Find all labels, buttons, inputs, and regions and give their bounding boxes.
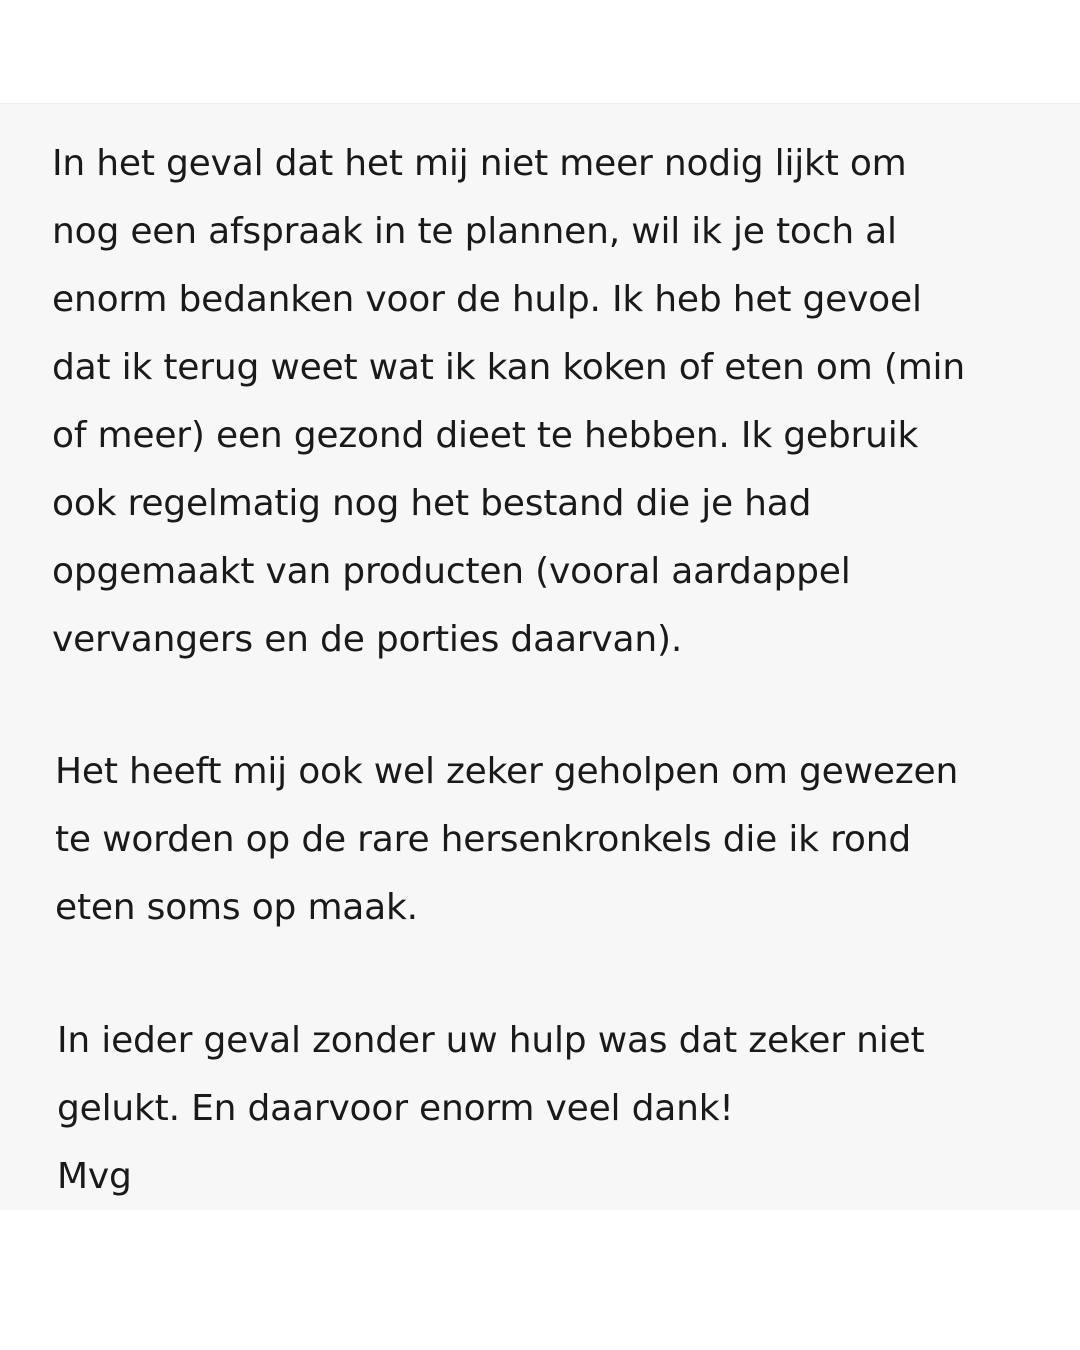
message-line: of meer) een gezond dieet te hebben. Ik gebruik — [52, 415, 919, 456]
message-line: Het heeft mij ook wel zeker geholpen om gewezen — [55, 751, 959, 792]
message-line: gelukt. En daarvoor enorm veel dank! — [57, 1088, 734, 1129]
message-line: te worden op de rare hersenkronkels die ik rond — [55, 819, 911, 860]
message-line: nog een afspraak in te plannen, wil ik je toch al — [52, 211, 897, 252]
message-line: enorm bedanken voor de hulp. Ik heb het gevoel — [52, 279, 922, 320]
message-line: dat ik terug weet wat ik kan koken of eten om (min — [52, 347, 965, 388]
message-line: opgemaakt van producten (vooral aardappel — [52, 551, 851, 592]
message-line: eten soms op maak. — [55, 887, 418, 928]
message-line: ook regelmatig nog het bestand die je had — [52, 483, 812, 524]
message-line: In ieder geval zonder uw hulp was dat zeker niet — [57, 1020, 925, 1061]
message-line: vervangers en de porties daarvan). — [52, 619, 683, 660]
message-signoff: Mvg — [57, 1156, 132, 1197]
message-line: In het geval dat het mij niet meer nodig lijkt om — [52, 143, 907, 184]
